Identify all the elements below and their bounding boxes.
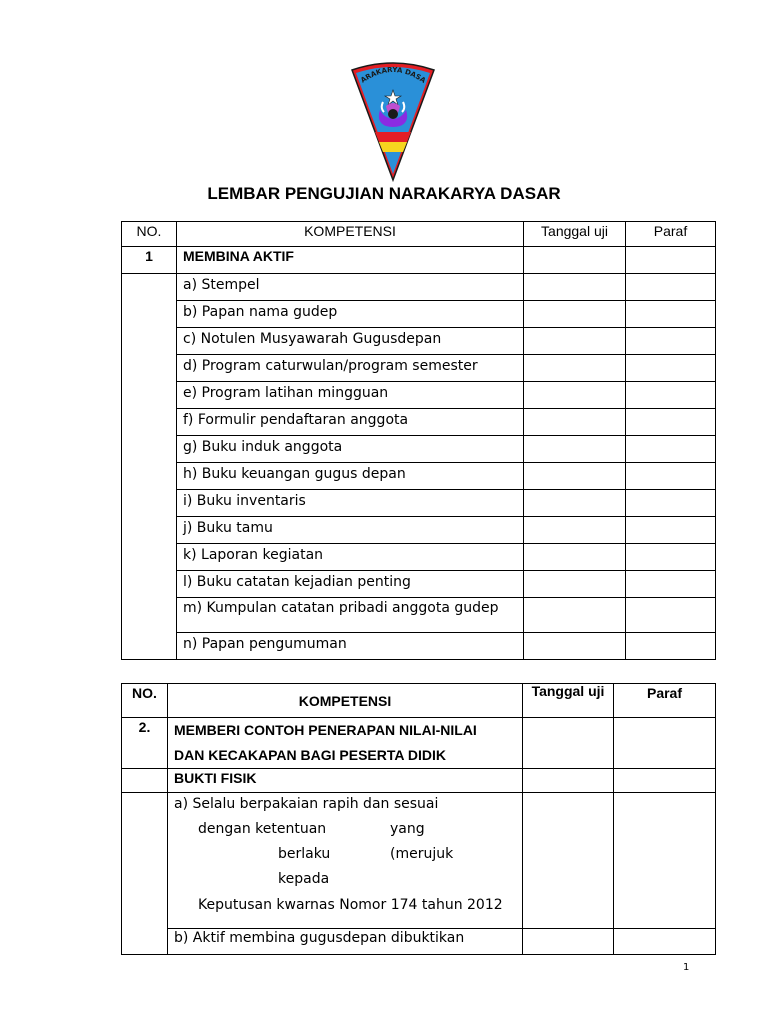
table-row [122,355,716,382]
list-item: l) Buku catatan kejadian penting [177,571,524,598]
list-item: g) Buku induk anggota [177,436,524,463]
signature-cell [626,490,716,517]
list-item: m) Kumpulan catatan pribadi anggota gudep [177,598,524,633]
date-cell [523,769,614,793]
date-cell [524,247,626,274]
signature-cell [626,633,716,660]
list-item: k) Laporan kegiatan [177,544,524,571]
table-row [122,463,716,490]
signature-cell [614,929,716,955]
competency-table-2 [121,683,716,955]
date-cell [524,355,626,382]
section-title-line-1: MEMBERI CONTOH PENERAPAN NILAI-NILAI [174,722,477,738]
signature-cell [626,409,716,436]
section-title: MEMBINA AKTIF [177,247,524,274]
date-cell [524,517,626,544]
list-item: e) Program latihan mingguan [177,382,524,409]
list-item: a) Stempel [177,274,524,301]
signature-cell [626,544,716,571]
header-kompetensi: KOMPETENSI [177,222,524,247]
list-item: c) Notulen Musyawarah Gugusdepan [177,328,524,355]
date-cell [524,409,626,436]
table-row [122,793,716,929]
item-a-line-2 [174,820,516,845]
competency-table-1 [121,221,716,660]
date-cell [524,436,626,463]
date-cell [524,490,626,517]
item-a-line-4: kepada [278,871,330,887]
list-item: d) Program caturwulan/program semester [177,355,524,382]
signature-cell [626,436,716,463]
signature-cell [626,274,716,301]
date-cell [523,718,614,769]
signature-cell [626,247,716,274]
list-item: f) Formulir pendaftaran anggota [177,409,524,436]
table-row [122,274,716,301]
document-title: LEMBAR PENGUJIAN NARAKARYA DASAR [207,184,561,203]
signature-cell [626,463,716,490]
date-cell [524,274,626,301]
page-number: 1 [683,962,690,973]
table-row [122,490,716,517]
header-kompetensi: KOMPETENSI [168,684,523,718]
list-item: i) Buku inventaris [177,490,524,517]
item-a-line-3a: berlaku [278,846,331,862]
item-a-line-1: a) Selalu berpakaian rapih dan sesuai [174,796,439,812]
narakarya-dasar-logo [350,62,436,182]
date-cell [524,328,626,355]
table-row [122,517,716,544]
header-no: NO. [122,684,168,718]
bukti-fisik-label: BUKTI FISIK [168,769,523,793]
number-cell-empty [122,769,168,793]
list-item [168,793,523,929]
date-cell [524,633,626,660]
table-row [122,301,716,328]
item-a-line-3 [174,845,516,870]
header-no: NO. [122,222,177,247]
signature-cell [626,598,716,633]
date-cell [524,544,626,571]
list-item: b) Aktif membina gugusdepan dibuktikan [168,929,523,955]
section-title-line-2: DAN KECAKAPAN BAGI PESERTA DIDIK [174,747,446,763]
list-item: b) Papan nama gudep [177,301,524,328]
table-row [122,436,716,463]
table-row [122,382,716,409]
item-a-line-3b: (merujuk [390,846,454,862]
date-cell [524,598,626,633]
table-row [122,409,716,436]
table-header-row [122,222,716,247]
header-paraf: Paraf [626,222,716,247]
section-row [122,247,716,274]
table-header-row [122,684,716,718]
signature-cell [626,517,716,544]
table-row [122,929,716,955]
signature-cell [614,718,716,769]
date-cell [524,463,626,490]
table-row [122,328,716,355]
date-cell [523,793,614,929]
date-cell [523,929,614,955]
bukti-row [122,769,716,793]
table-row [122,544,716,571]
signature-cell [626,301,716,328]
svg-text:NARAKARYA DASAR: ARAKARYA DASA [359,65,428,85]
number-cell-empty [122,793,168,955]
section-title [168,718,523,769]
table-row [122,598,716,633]
header-tanggal-uji: Tanggal uji [523,684,614,718]
item-a-line-5: Keputusan kwarnas Nomor 174 tahun 2012 [198,897,503,913]
date-cell [524,571,626,598]
table-row [122,571,716,598]
section-number: 1 [122,247,177,274]
list-item: j) Buku tamu [177,517,524,544]
signature-cell [626,571,716,598]
signature-cell [614,793,716,929]
date-cell [524,301,626,328]
list-item: h) Buku keuangan gugus depan [177,463,524,490]
list-item: n) Papan pengumuman [177,633,524,660]
header-paraf: Paraf [614,684,716,718]
date-cell [524,382,626,409]
signature-cell [626,355,716,382]
header-tanggal-uji: Tanggal uji [524,222,626,247]
item-a-line-2b: yang [390,821,425,837]
section-row [122,718,716,769]
section-number: 2. [122,718,168,769]
signature-cell [626,328,716,355]
signature-cell [614,769,716,793]
item-a-line-2a: dengan ketentuan [198,821,327,837]
table-row [122,633,716,660]
number-cell-empty [122,274,177,660]
signature-cell [626,382,716,409]
